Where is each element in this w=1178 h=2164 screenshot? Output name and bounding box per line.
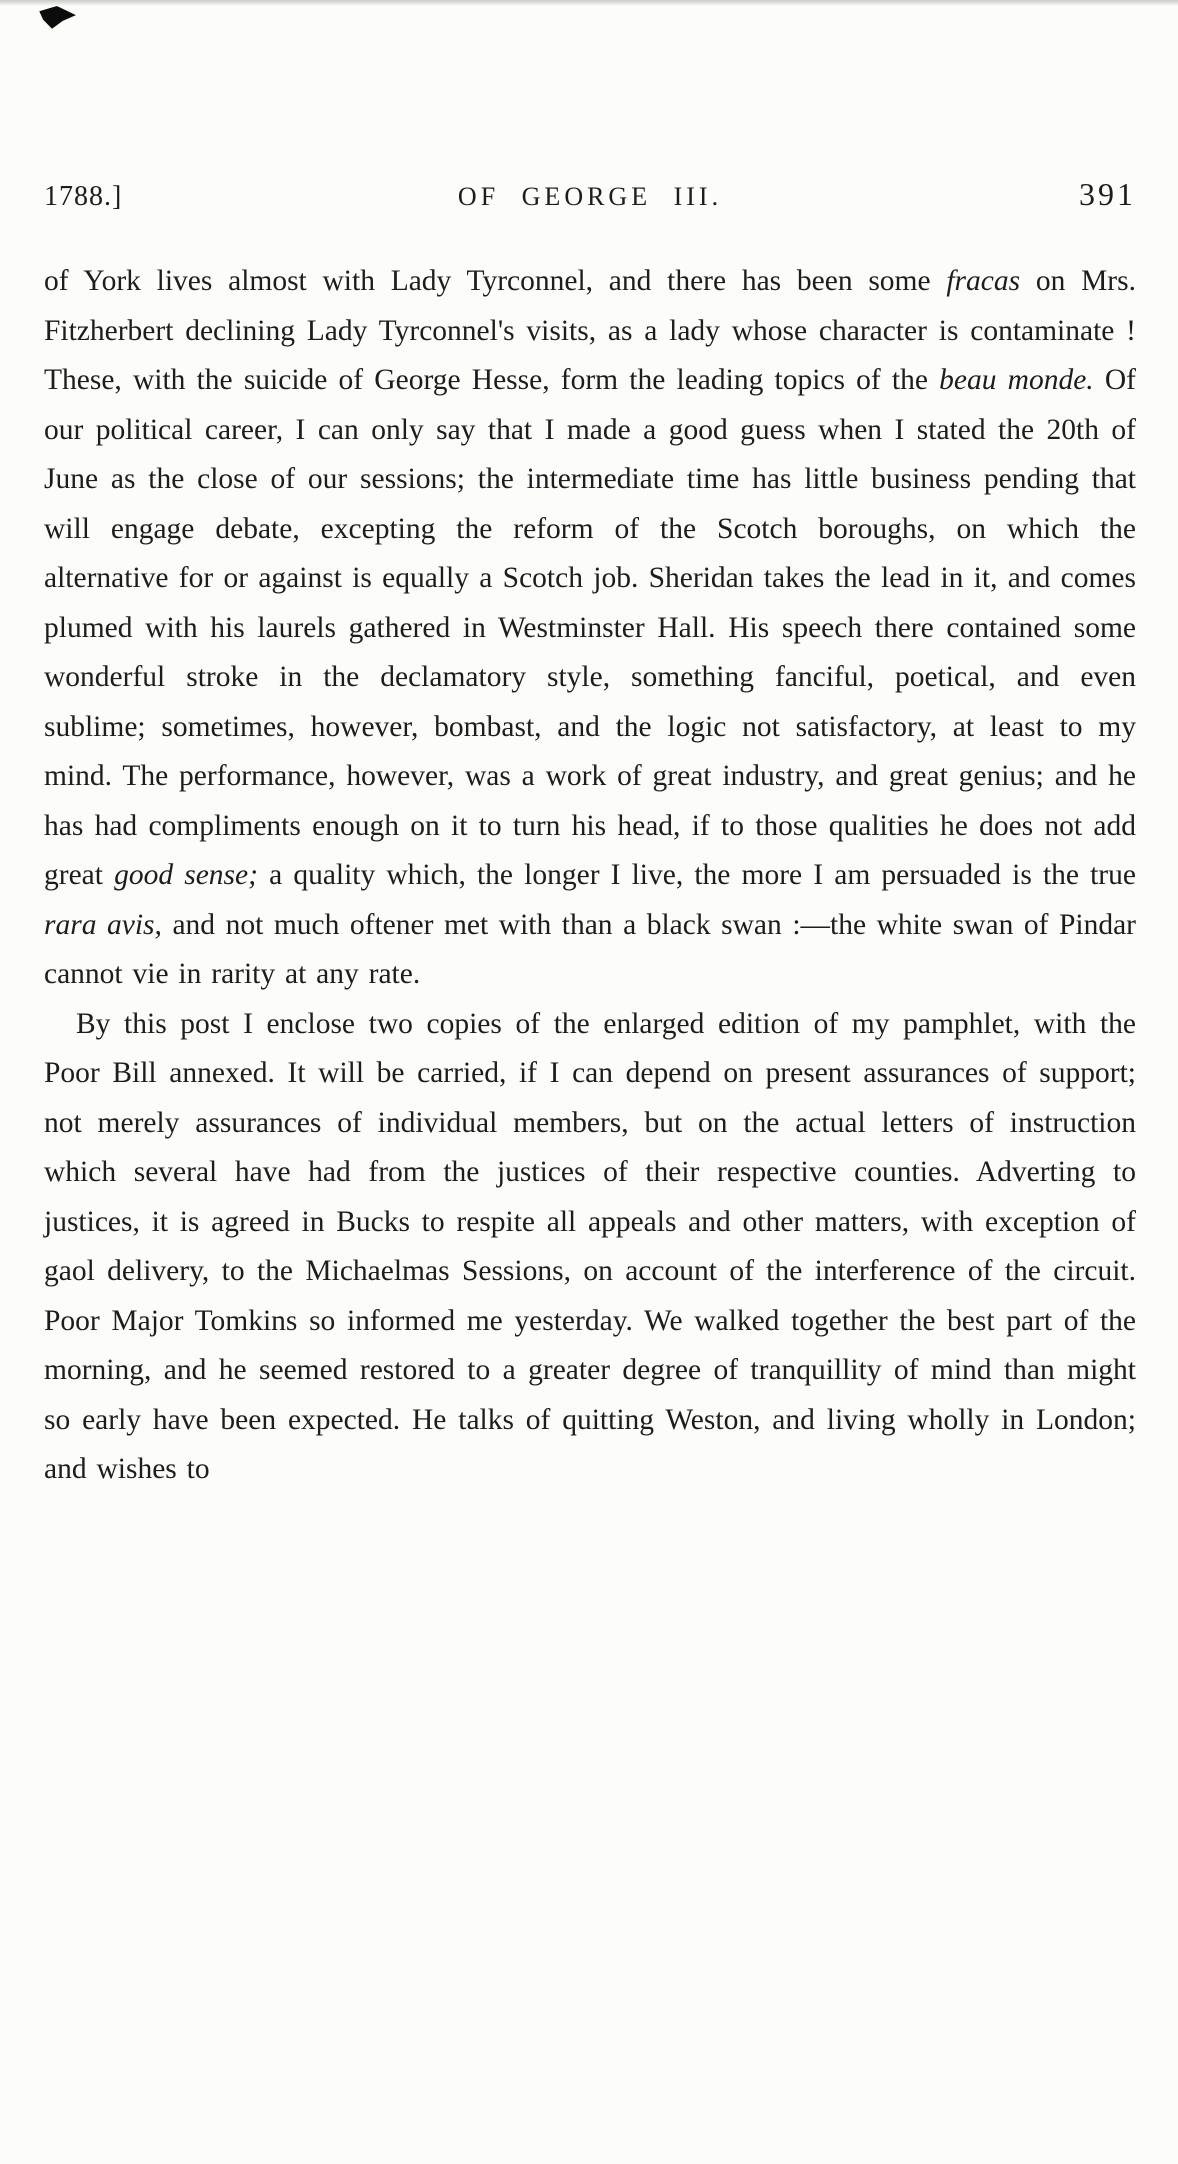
header-year: 1788.] bbox=[44, 181, 123, 212]
paragraph bbox=[44, 1000, 1136, 1495]
ink-blot-mark bbox=[39, 4, 77, 30]
text-segment: and not much oftener met with than a black swan :—the white swan of Pindar cannot vie in rarity at any rate. bbox=[44, 908, 1136, 990]
page-number: 391 bbox=[1079, 176, 1136, 212]
text-segment: good sense; bbox=[114, 859, 258, 891]
scan-edge-shadow bbox=[0, 0, 1178, 6]
paragraph bbox=[44, 257, 1136, 1000]
text-segment: beau monde. bbox=[939, 364, 1094, 396]
text-segment: rara avis, bbox=[44, 908, 162, 941]
page-content bbox=[44, 176, 1136, 1495]
header-running-title: OF GEORGE III. bbox=[457, 182, 723, 211]
text-segment: a quality which, the longer I live, the more I am persuaded is the true bbox=[257, 859, 1136, 891]
text-segment: By this post I enclose two copies of the enlarged edition of my pamphlet, with the Poor Bill annexed. It will be carried, if I can depend on present assurances of support; not merely assurances of individual members, but on the actual letters of instruction which several have had from the justices of their respective counties. Adverting to justices, it is agreed in Bucks to respite all appeals and other matters, with exception of gaol delivery, to the Michaelmas Sessions, on account of the interference of the circuit. Poor Major Tomkins so informed me yesterday. We walked together the best part of the morning, and he seemed restored to a greater degree of tranquillity of mind than might so early have been expected. He talks of quitting Weston, and living wholly in London; and wishes to bbox=[44, 1007, 1136, 1485]
text-segment: on Mrs. Fitzherbert declining Lady Tyrconnel's visits, as a lady whose character is contaminate ! These, with the suicide of George Hesse, form the leading topics of the bbox=[44, 265, 1136, 396]
text-segment: fracas bbox=[946, 265, 1021, 297]
text-segment: of York lives almost with Lady Tyrconnel, and there has been some bbox=[44, 265, 947, 297]
page-body bbox=[44, 257, 1136, 1495]
page-header bbox=[44, 176, 1136, 213]
text-segment: Of our political career, I can only say that I made a good guess when I stated the 20th of June as the close of our sessions; the intermediate time has little business pending that will engage debate, excepting the reform of the Scotch boroughs, on which the alternative for or against is equally a Scotch job. Sheridan takes the lead in it, and comes plumed with his laurels gathered in Westminster Hall. His speech there contained some wonderful stroke in the declamatory style, something fanciful, poetical, and even sublime; sometimes, however, bombast, and the logic not satisfactory, at least to my mind. The performance, however, was a work of great industry, and great genius; and he has had compliments enough on it to turn his head, if to those qualities he does not add great bbox=[44, 364, 1136, 891]
